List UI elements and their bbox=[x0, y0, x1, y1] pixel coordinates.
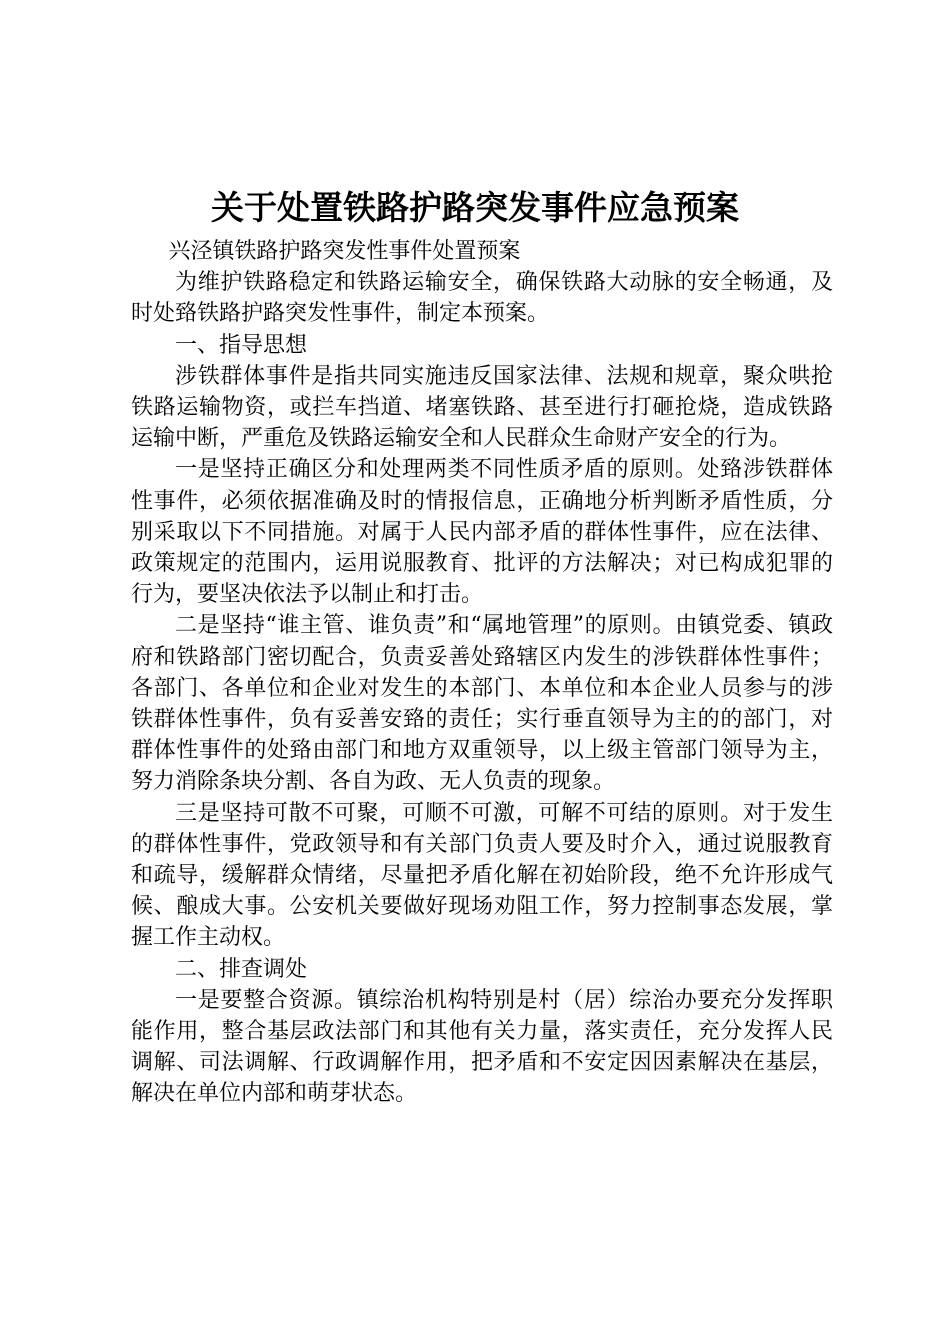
section-heading-investigation: 二、排查调处 bbox=[175, 956, 308, 982]
document-title: 关于处置铁路护路突发事件应急预案 bbox=[211, 188, 739, 227]
document-body bbox=[131, 236, 833, 1110]
intro-paragraph: 为维护铁路稳定和铁路运输安全，确保铁路大动脉的安全畅通，及时处臵铁路护路突发性事件，制定本预案。 bbox=[131, 270, 833, 327]
principle-three-paragraph: 三是坚持可散不可聚，可顺不可激，可解不可结的原则。对于发生的群体性事件，党政领导和有关部门负责人要及时介入，通过说服教育和疏导，缓解群众情绪，尽量把矛盾化解在初始阶段，绝不允许形成气候、酿成大事。公安机关要做好现场劝阻工作，努力控制事态发展，掌握工作主动权。 bbox=[131, 800, 833, 951]
principle-one-paragraph: 一是坚持正确区分和处理两类不同性质矛盾的原则。处臵涉铁群体性事件，必须依据准确及时的情报信息，正确地分析判断矛盾性质，分别采取以下不同措施。对属于人民内部矛盾的群体性事件，应在法律、政策规定的范围内，运用说服教育、批评的方法解决；对已构成犯罪的行为，要坚决依法予以制止和打击。 bbox=[131, 457, 833, 608]
definition-paragraph: 涉铁群体事件是指共同实施违反国家法律、法规和规章，聚众哄抢铁路运输物资，或拦车挡道、堵塞铁路、甚至进行打砸抢烧，造成铁路运输中断，严重危及铁路运输安全和人民群众生命财产安全的行为。 bbox=[131, 363, 833, 452]
document-subtitle: 兴泾镇铁路护路突发性事件处置预案 bbox=[168, 239, 521, 264]
resource-integration-paragraph: 一是要整合资源。镇综治机构特别是村（居）综治办要充分发挥职能作用，整合基层政法部门和其他有关力量，落实责任，充分发挥人民调解、司法调解、行政调解作用，把矛盾和不安定因因素解决在基层，解决在单位内部和萌芽状态。 bbox=[131, 987, 833, 1107]
section-heading-guiding-principles: 一、指导思想 bbox=[175, 332, 308, 358]
principle-two-paragraph: 二是坚持“谁主管、谁负责”和“属地管理”的原则。由镇党委、镇政府和铁路部门密切配合，负责妥善处臵辖区内发生的涉铁群体性事件；各部门、各单位和企业对发生的本部门、本单位和本企业人员参与的涉铁群体性事件，负有妥善安臵的责任；实行垂直领导为主的的部门，对群体性事件的处臵由部门和地方双重领导，以上级主管部门领导为主，努力消除条块分割、各自为政、无人负责的现象。 bbox=[131, 613, 833, 795]
